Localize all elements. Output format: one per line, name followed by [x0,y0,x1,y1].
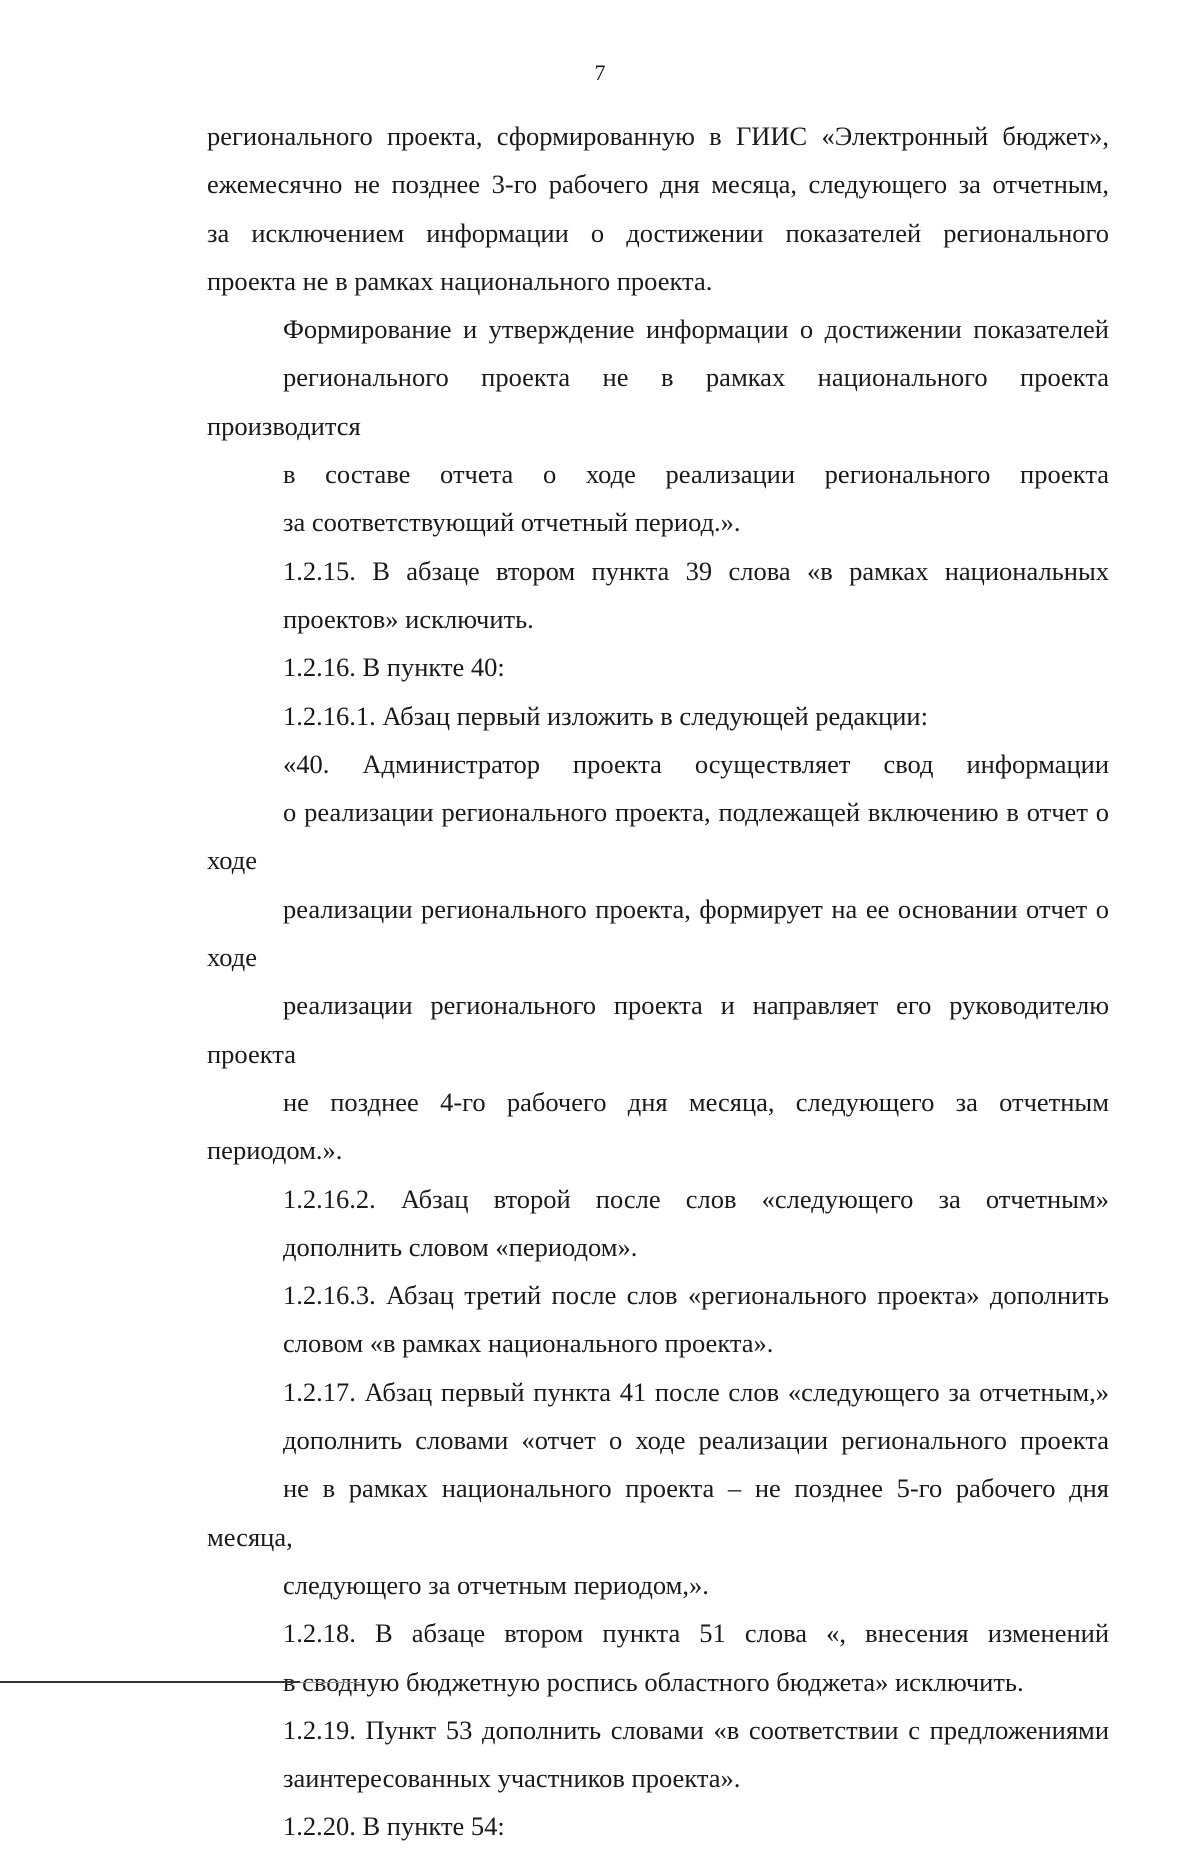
text-line: 1.2.16. В пункте 40: [283,652,505,683]
text-line: следующего за отчетным периодом,». [283,1569,709,1600]
paragraph-p7 [207,1175,1109,1272]
text-line: Формирование и утверждение информации о достижении показателей [283,314,1109,345]
text-line: в составе отчета о ходе реализации регионального проекта [283,459,1109,490]
text-line: дополнить словом «периодом». [283,1231,638,1262]
text-line: 1.2.18. В абзаце втором пункта 51 слова «, внесения изменений [283,1618,1109,1649]
footer-rule-tail [300,1682,360,1683]
text-line: не в рамках национального проекта – не позднее 5-го рабочего дня месяца, [207,1473,1109,1552]
text-line: 1.2.16.2. Абзац второй после слов «следующего за отчетным» [283,1183,1109,1214]
text-line: дополнить словами «отчет о ходе реализации регионального проекта [283,1425,1109,1456]
paragraph-p11 [207,1706,1109,1803]
text-line: 1.2.17. Абзац первый пункта 41 после слов «следующего за отчетным,» [283,1376,1109,1407]
document-body [207,112,1109,1851]
text-line: за исключением информации о достижении показателей регионального [207,217,1109,248]
footer-rule [0,1681,300,1683]
paragraph-p4 [207,643,1109,691]
text-line: за соответствующий отчетный период.». [283,507,741,538]
text-line: 1.2.19. Пункт 53 дополнить словами «в соответствии с предложениями [283,1714,1109,1745]
paragraph-p6 [207,740,1109,1175]
text-line: не позднее 4-го рабочего дня месяца, следующего за отчетным периодом.». [207,1086,1109,1166]
text-line: 1.2.16.1. Абзац первый изложить в следующей редакции: [283,700,928,731]
paragraph-p10 [207,1609,1109,1706]
text-line: заинтересованных участников проекта». [283,1763,741,1794]
paragraph-p9 [207,1368,1109,1609]
text-line: регионального проекта не в рамках национального проекта производится [207,362,1109,441]
text-line: о реализации регионального проекта, подлежащей включению в отчет о ходе [207,797,1109,876]
paragraph-p8 [207,1271,1109,1368]
text-line: регионального проекта, сформированную в ГИИС «Электронный бюджет», [207,121,1109,151]
text-line: ежемесячно не позднее 3-го рабочего дня месяца, следующего за отчетным, [207,169,1109,200]
paragraph-p2 [207,305,1109,546]
text-line: проекта не в рамках национального проекта. [207,265,713,296]
text-line: реализации регионального проекта и направляет его руководителю проекта [207,990,1109,1069]
text-line: реализации регионального проекта, формирует на ее основании отчет о ходе [207,893,1109,973]
text-line: 1.2.15. В абзаце втором пункта 39 слова «в рамках национальных [283,555,1109,586]
paragraph-p5 [207,692,1109,740]
page-number: 7 [594,60,606,85]
text-line: «40. Администратор проекта осуществляет свод информации [283,748,1109,779]
text-line: проектов» исключить. [283,603,534,634]
text-line: в сводную бюджетную роспись областного бюджета» исключить. [283,1666,1024,1697]
paragraph-p1 [207,112,1109,305]
paragraph-p12 [207,1802,1109,1850]
text-line: словом «в рамках национального проекта». [283,1328,774,1359]
text-line: 1.2.16.3. Абзац третий после слов «регионального проекта» дополнить [283,1280,1109,1311]
text-line: 1.2.20. В пункте 54: [283,1811,505,1842]
paragraph-p3 [207,547,1109,644]
